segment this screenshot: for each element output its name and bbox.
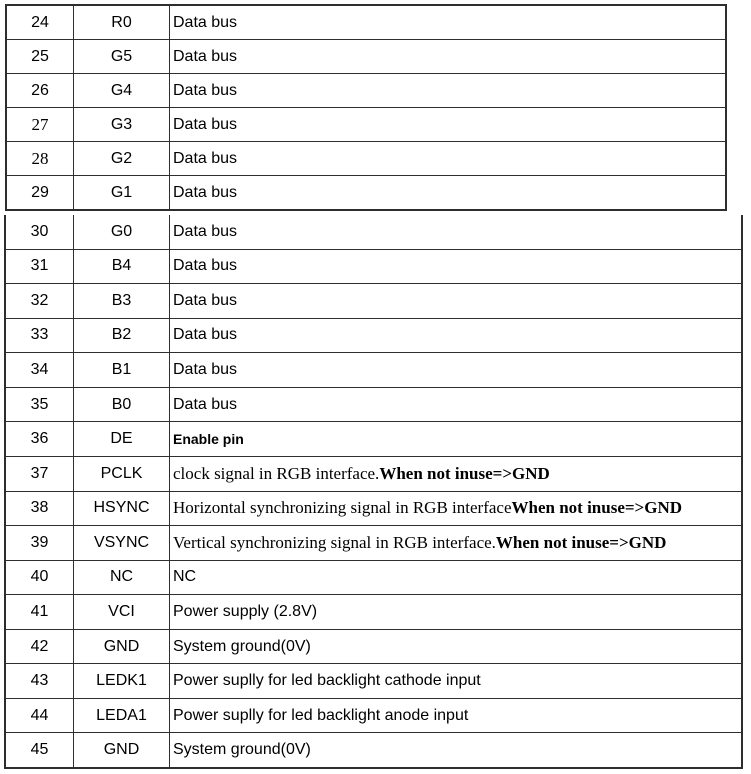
pin-number-cell: 28	[7, 142, 74, 175]
pin-number-cell: 39	[6, 526, 74, 560]
pin-number-cell: 31	[6, 250, 74, 284]
table-row	[6, 421, 741, 456]
pin-table-lower	[4, 215, 743, 769]
table-row	[6, 698, 741, 733]
table-row	[6, 456, 741, 491]
pin-name-cell: G0	[74, 215, 170, 249]
pin-name-cell: HSYNC	[74, 492, 170, 526]
pin-number-cell: 43	[6, 664, 74, 698]
pin-description-text: Data bus	[173, 291, 238, 309]
pin-name-cell: GND	[74, 630, 170, 664]
pin-description-text: Data bus	[173, 395, 238, 413]
pin-number-cell: 25	[7, 40, 74, 73]
table-row	[6, 732, 741, 767]
table-row	[6, 352, 741, 387]
pin-name-cell: PCLK	[74, 457, 170, 491]
pin-description-text: Data bus	[173, 47, 238, 65]
pin-description-cell	[170, 457, 741, 491]
table-row	[6, 560, 741, 595]
table-row	[7, 6, 725, 39]
pin-number-cell: 37	[6, 457, 74, 491]
pin-description-text: Data bus	[173, 13, 238, 31]
pin-name-cell: B4	[74, 250, 170, 284]
pin-name-cell: G5	[74, 40, 170, 73]
pin-description-text: clock signal in RGB interface.	[173, 463, 380, 483]
pin-description-cell	[170, 630, 741, 664]
table-row	[6, 629, 741, 664]
pin-description-bold-text: When not inuse=>GND	[495, 532, 667, 552]
pin-number-cell: 30	[6, 215, 74, 249]
table-row	[6, 663, 741, 698]
pin-name-cell: G3	[74, 108, 170, 141]
pin-description-cell	[170, 142, 725, 175]
pin-description-cell	[170, 492, 741, 526]
pin-number-cell: 33	[6, 319, 74, 353]
pin-description-cell	[170, 388, 741, 422]
pin-description-text: Power supply (2.8V)	[173, 602, 318, 620]
pin-description-cell	[170, 699, 741, 733]
pin-number-cell: 27	[7, 108, 74, 141]
table-row	[6, 249, 741, 284]
pin-number-cell: 36	[6, 422, 74, 456]
table-row	[6, 594, 741, 629]
pin-description-cell	[170, 422, 741, 456]
pin-description-text: System ground(0V)	[173, 637, 311, 655]
pin-description-text: NC	[173, 568, 197, 586]
pin-description-text: Horizontal synchronizing signal in RGB interface	[173, 498, 512, 518]
pin-name-cell: GND	[74, 733, 170, 767]
pin-description-cell	[170, 595, 741, 629]
pin-description-text: Power suplly for led backlight anode input	[173, 706, 469, 724]
pin-name-cell: G4	[74, 74, 170, 107]
pin-description-cell	[170, 353, 741, 387]
pin-description-cell	[170, 250, 741, 284]
pin-number-cell: 32	[6, 284, 74, 318]
pin-description-cell	[170, 664, 741, 698]
pin-name-cell: VCI	[74, 595, 170, 629]
pin-table-upper	[5, 4, 727, 211]
pin-number-cell: 42	[6, 630, 74, 664]
pin-number-cell: 34	[6, 353, 74, 387]
pin-number-cell: 38	[6, 492, 74, 526]
pin-description-text: Data bus	[173, 361, 238, 379]
pin-description-cell	[170, 319, 741, 353]
table-row	[7, 141, 725, 175]
pin-number-cell: 35	[6, 388, 74, 422]
pin-name-cell: G2	[74, 142, 170, 175]
pin-description-text: Power suplly for led backlight cathode input	[173, 672, 481, 690]
table-row	[6, 525, 741, 560]
pin-description-text: Data bus	[173, 222, 238, 240]
table-row	[7, 107, 725, 141]
pin-name-cell: LEDA1	[74, 699, 170, 733]
pin-name-cell: G1	[74, 176, 170, 209]
pin-description-cell	[170, 526, 741, 560]
pin-name-cell: LEDK1	[74, 664, 170, 698]
pin-name-cell: B3	[74, 284, 170, 318]
table-row	[6, 387, 741, 422]
pin-name-cell: B0	[74, 388, 170, 422]
pin-description-cell	[170, 284, 741, 318]
pin-description-text: Data bus	[173, 183, 238, 201]
pin-description-cell	[170, 74, 725, 107]
pin-number-cell: 41	[6, 595, 74, 629]
pin-description-text: Data bus	[173, 257, 238, 275]
pin-number-cell: 26	[7, 74, 74, 107]
pin-description-text: System ground(0V)	[173, 741, 311, 759]
pin-name-cell: B2	[74, 319, 170, 353]
pin-description-cell	[170, 733, 741, 767]
pin-description-cell	[170, 215, 741, 249]
pin-name-cell: R0	[74, 6, 170, 39]
table-row	[6, 491, 741, 526]
pin-name-cell: VSYNC	[74, 526, 170, 560]
pin-description-text: Enable pin	[173, 431, 244, 448]
pin-description-text: Data bus	[173, 115, 238, 133]
pin-name-cell: NC	[74, 561, 170, 595]
pin-description-cell	[170, 176, 725, 209]
pin-name-cell: DE	[74, 422, 170, 456]
table-row	[7, 73, 725, 107]
table-row	[6, 318, 741, 353]
pin-name-cell: B1	[74, 353, 170, 387]
table-row	[7, 175, 725, 209]
table-row	[6, 215, 741, 249]
pin-description-text: Data bus	[173, 81, 238, 99]
pin-number-cell: 45	[6, 733, 74, 767]
table-row	[6, 283, 741, 318]
pin-description-cell	[170, 40, 725, 73]
pin-description-bold-text: When not inuse=>GND	[511, 498, 683, 518]
table-row	[7, 39, 725, 73]
pin-number-cell: 29	[7, 176, 74, 209]
pin-description-cell	[170, 561, 741, 595]
pin-description-text: Data bus	[173, 326, 238, 344]
pin-description-cell	[170, 6, 725, 39]
pin-number-cell: 24	[7, 6, 74, 39]
pin-description-bold-text: When not inuse=>GND	[379, 463, 550, 483]
pin-description-cell	[170, 108, 725, 141]
pin-description-text: Vertical synchronizing signal in RGB interface.	[173, 532, 496, 552]
pin-description-text: Data bus	[173, 149, 238, 167]
pin-number-cell: 44	[6, 699, 74, 733]
pin-number-cell: 40	[6, 561, 74, 595]
